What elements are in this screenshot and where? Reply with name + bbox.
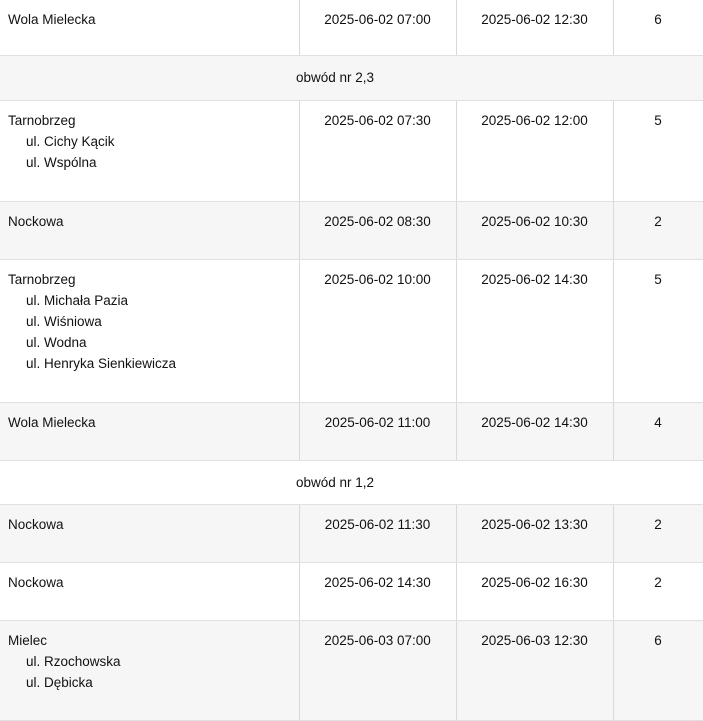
group-header-row [0, 55, 703, 100]
table-row [0, 259, 703, 402]
count-cell: 2 [613, 504, 703, 562]
location-name: Nockowa [8, 574, 64, 590]
location-name: Nockowa [8, 213, 64, 229]
group-label: obwód nr 2,3 [0, 55, 703, 100]
location-name: Tarnobrzeg [8, 271, 76, 287]
location-name: Nockowa [8, 516, 64, 532]
street-name: ul. Wspólna [26, 154, 97, 170]
count-cell: 5 [613, 259, 703, 402]
start-time-cell: 2025-06-02 08:30 [299, 201, 456, 259]
location-cell [0, 562, 299, 620]
end-time-cell: 2025-06-02 12:00 [456, 100, 613, 201]
count-cell: 5 [613, 100, 703, 201]
group-label: obwód nr 1,2 [0, 460, 703, 504]
start-time-cell: 2025-06-02 10:00 [299, 259, 456, 402]
end-time-cell: 2025-06-03 12:30 [456, 620, 613, 720]
table-row [0, 100, 703, 201]
location-name: Mielec [8, 632, 48, 648]
table-row [0, 201, 703, 259]
end-time-cell: 2025-06-02 13:30 [456, 504, 613, 562]
street-name: ul. Rzochowska [26, 653, 121, 669]
location-cell [0, 620, 299, 720]
count-cell: 2 [613, 562, 703, 620]
count-cell: 2 [613, 201, 703, 259]
location-name: Tarnobrzeg [8, 112, 76, 128]
location-name: Wola Mielecka [8, 414, 96, 430]
street-name: ul. Michała Pazia [26, 292, 129, 308]
location-cell [0, 504, 299, 562]
group-header-row [0, 460, 703, 504]
end-time-cell: 2025-06-02 12:30 [456, 0, 613, 55]
location-cell [0, 201, 299, 259]
start-time-cell: 2025-06-02 07:00 [299, 0, 456, 55]
street-name: ul. Henryka Sienkiewicza [26, 355, 177, 371]
location-cell [0, 100, 299, 201]
end-time-cell: 2025-06-02 14:30 [456, 402, 613, 460]
start-time-cell: 2025-06-02 07:30 [299, 100, 456, 201]
start-time-cell: 2025-06-02 11:30 [299, 504, 456, 562]
street-name: ul. Cichy Kącik [26, 133, 115, 149]
table-row [0, 402, 703, 460]
table-row [0, 0, 703, 55]
start-time-cell: 2025-06-02 11:00 [299, 402, 456, 460]
end-time-cell: 2025-06-02 16:30 [456, 562, 613, 620]
end-time-cell: 2025-06-02 10:30 [456, 201, 613, 259]
table-row [0, 562, 703, 620]
street-name: ul. Dębicka [26, 674, 93, 690]
location-name: Wola Mielecka [8, 12, 96, 27]
table-row [0, 620, 703, 720]
location-cell [0, 259, 299, 402]
location-cell [0, 0, 299, 55]
start-time-cell: 2025-06-03 07:00 [299, 620, 456, 720]
start-time-cell: 2025-06-02 14:30 [299, 562, 456, 620]
street-name: ul. Wiśniowa [26, 313, 102, 329]
count-cell: 6 [613, 620, 703, 720]
end-time-cell: 2025-06-02 14:30 [456, 259, 613, 402]
table-row [0, 504, 703, 562]
count-cell: 6 [613, 0, 703, 55]
location-cell [0, 402, 299, 460]
street-name: ul. Wodna [26, 334, 87, 350]
count-cell: 4 [613, 402, 703, 460]
